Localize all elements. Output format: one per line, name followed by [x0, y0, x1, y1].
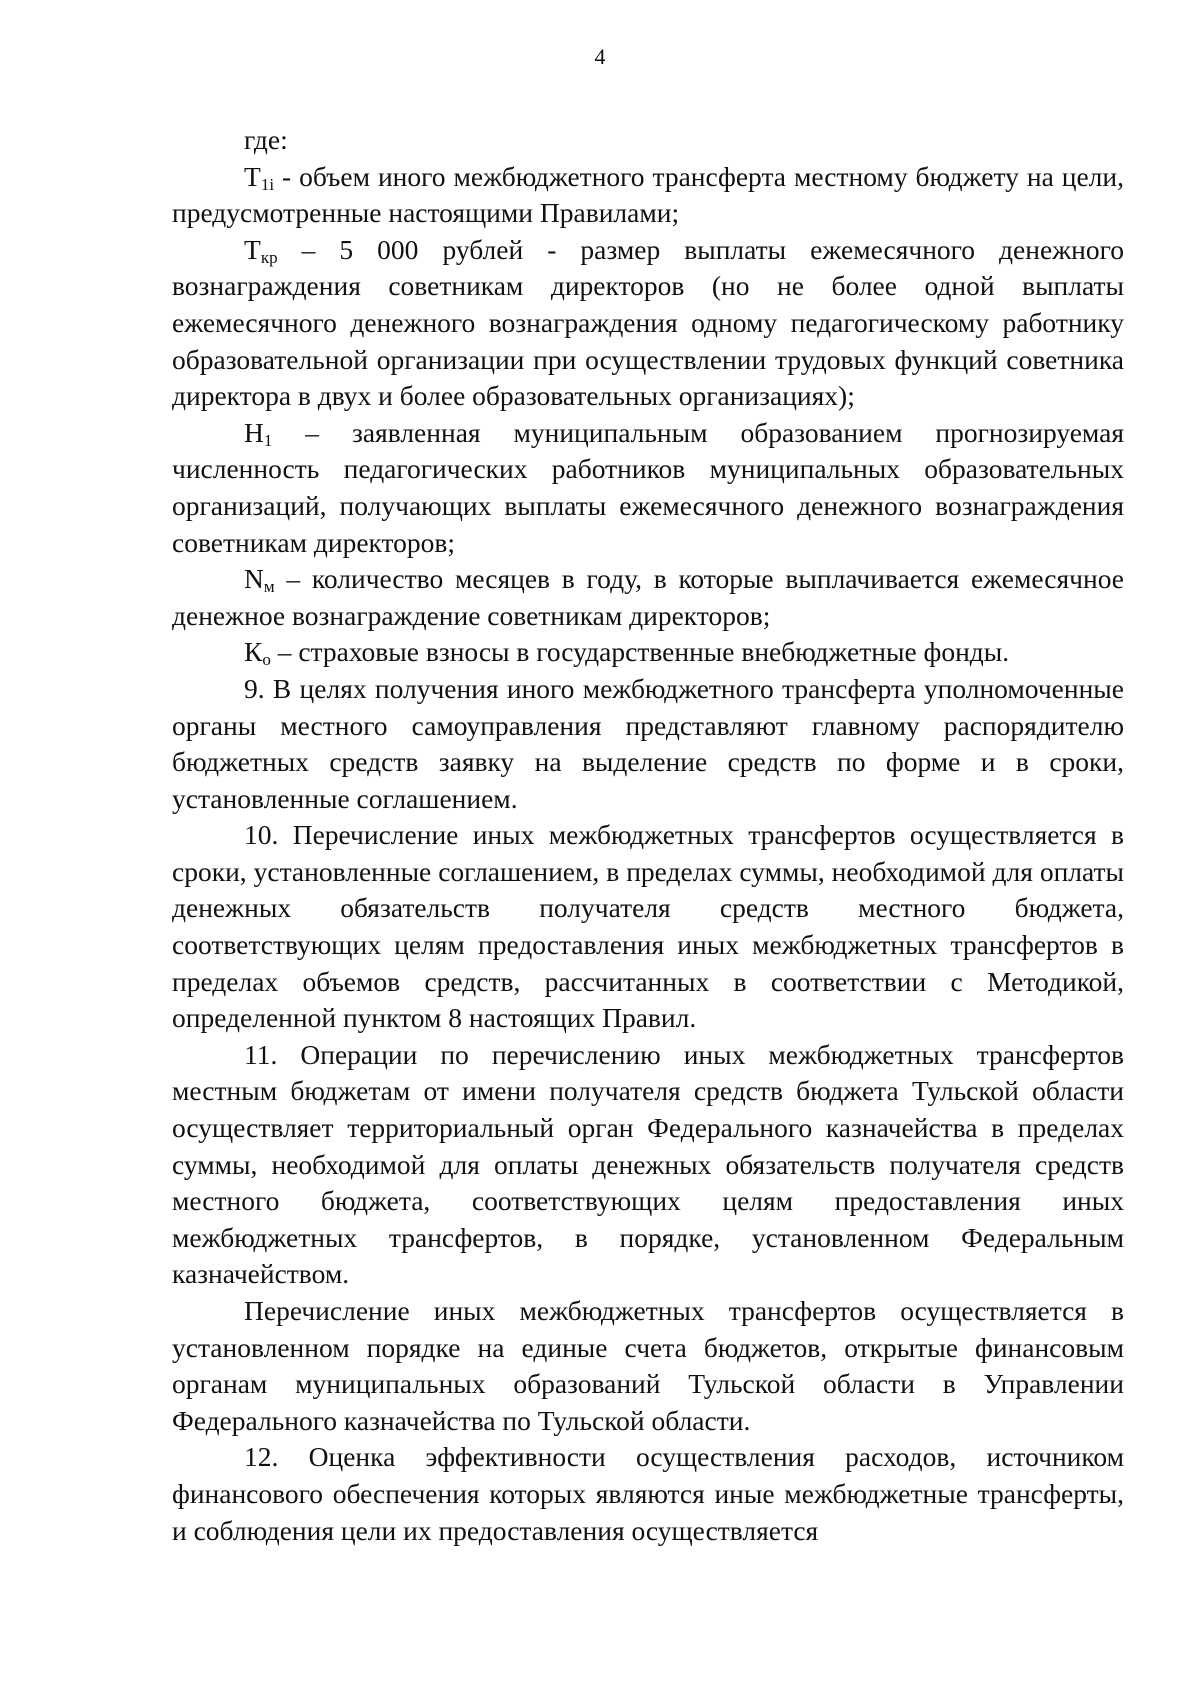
paragraph-where: где: [244, 124, 288, 155]
symbol-subscript: 1 [263, 430, 273, 450]
symbol-subscript: 1i [260, 174, 275, 194]
symbol-subscript: кр [260, 247, 278, 267]
symbol: Н [244, 416, 264, 448]
definition-text: – заявленная муниципальным образованием прогнозируемая численность педагогических работников муниципальных образовательных организаций, получающих выплаты ежемесячного денежного вознаграждения советникам директоров; [172, 416, 1124, 558]
paragraph-10: 10. Перечисление иных межбюджетных трансфертов осуществляется в сроки, установленные соглашением, в пределах суммы, необходимой для оплаты денежных обязательств получателя средств местного бюджета, соответствующих целям предоставления иных межбюджетных трансфертов в пределах объемов средств, рассчитанных в соответствии с Методикой, определенной пунктом 8 настоящих Правил. [172, 819, 1124, 1034]
symbol-subscript: о [262, 650, 271, 670]
paragraph-h1 [172, 415, 1124, 561]
definition-text: – количество месяцев в году, в которые выплачивается ежемесячное денежное вознаграждение советникам директоров; [172, 563, 1124, 631]
paragraph-t1i [172, 159, 1124, 232]
paragraph-9: 9. В целях получения иного межбюджетного трансферта уполномоченные органы местного самоуправления представляют главному распорядителю бюджетных средств заявку на выделение средств по форме и в сроки, установленные соглашением. [172, 672, 1124, 814]
paragraph-ko [172, 634, 1124, 671]
symbol: T [244, 233, 261, 265]
paragraph-11: 11. Операции по перечислению иных межбюджетных трансфертов местным бюджетам от имени получателя средств бюджета Тульской области осуществляет территориальный орган Федерального казначейства в пределах суммы, необходимой для оплаты денежных обязательств получателя средств местного бюджета, соответствующих целям предоставления иных межбюджетных трансфертов, в порядке, установленном Федеральным казначейством. [172, 1038, 1124, 1290]
definition-text: – 5 000 рублей - размер выплаты ежемесячного денежного вознаграждения советникам директоров (но не более одной выплаты ежемесячного денежного вознаграждения одному педагогическому работнику образовательной организации при осуществлении трудовых функций советника директора в двух и более образовательных организациях); [172, 233, 1124, 412]
symbol: К [244, 636, 263, 668]
paragraph-11-continued: Перечисление иных межбюджетных трансфертов осуществляется в установленном порядке на единые счета бюджетов, открытые финансовым органам муниципальных образований Тульской области в Управлении Федерального казначейства по Тульской области. [172, 1295, 1124, 1436]
symbol: N [244, 563, 264, 595]
definition-text: - объем иного межбюджетного трансферта местному бюджету на цели, предусмотренные настоящими Правилами; [172, 160, 1124, 229]
page-number: 4 [594, 44, 606, 69]
definition-text: – страховые взносы в государственные внебюджетные фонды. [270, 636, 1010, 668]
symbol-subscript: м [263, 577, 275, 597]
paragraph-nm [172, 561, 1124, 634]
document-body [172, 122, 1124, 1549]
paragraph-12: 12. Оценка эффективности осуществления расходов, источником финансового обеспечения которых являются иные межбюджетные трансферты, и соблюдения цели их предоставления осуществляется [172, 1441, 1124, 1546]
paragraph-tkr [172, 232, 1124, 415]
symbol: T [244, 160, 261, 192]
